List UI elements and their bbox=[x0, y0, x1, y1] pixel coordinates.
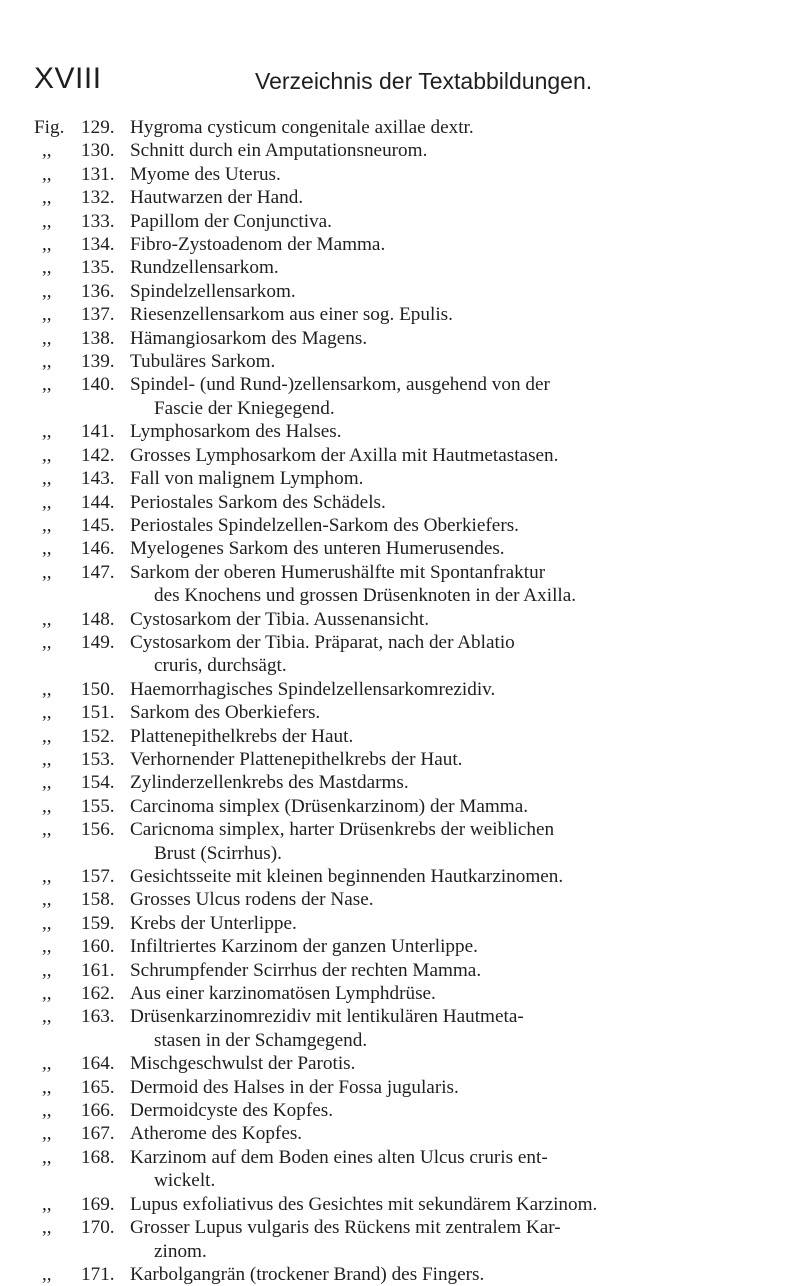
figure-number-cell bbox=[34, 888, 130, 911]
ditto-mark: ,, bbox=[42, 421, 52, 443]
figure-number: 166. bbox=[81, 1100, 115, 1122]
figure-number-cell bbox=[34, 1263, 130, 1286]
figure-number-cell bbox=[34, 865, 130, 888]
figure-entry bbox=[34, 163, 774, 186]
ditto-mark: ,, bbox=[42, 1100, 52, 1122]
figure-number-cell bbox=[34, 327, 130, 350]
figure-number-cell bbox=[34, 1076, 130, 1099]
ditto-mark: ,, bbox=[42, 983, 52, 1005]
figure-entry bbox=[34, 701, 774, 724]
ditto-mark: ,, bbox=[42, 631, 52, 653]
figure-entry bbox=[34, 491, 774, 514]
figure-number: 154. bbox=[81, 772, 115, 794]
figure-entry bbox=[34, 373, 774, 420]
page-number: XVIII bbox=[34, 62, 102, 95]
running-title: Verzeichnis der Textabbildungen. bbox=[255, 68, 593, 94]
figure-caption bbox=[130, 444, 774, 467]
caption-text: Myome des Uterus. bbox=[130, 163, 281, 185]
caption-text: Riesenzellensarkom aus einer sog. Epulis. bbox=[130, 304, 453, 326]
figure-entry bbox=[34, 959, 774, 982]
caption-text: Karbolgangrän (trockener Brand) des Fingers. bbox=[130, 1263, 485, 1285]
ditto-mark: ,, bbox=[42, 327, 52, 349]
figure-caption bbox=[130, 748, 774, 771]
figure-number-cell bbox=[34, 959, 130, 982]
figure-number-cell bbox=[34, 795, 130, 818]
figure-number-cell bbox=[34, 139, 130, 162]
figure-number-cell bbox=[34, 912, 130, 935]
ditto-mark: ,, bbox=[42, 374, 52, 396]
figure-caption bbox=[130, 795, 774, 818]
caption-text: Drüsenkarzinomrezidiv mit lentikulären Hautmeta- bbox=[130, 1006, 524, 1028]
figure-entry bbox=[34, 608, 774, 631]
figure-number: 164. bbox=[81, 1053, 115, 1075]
figure-number: 153. bbox=[81, 748, 115, 770]
figure-number: 140. bbox=[81, 374, 115, 396]
ditto-mark: ,, bbox=[42, 608, 52, 630]
ditto-mark: ,, bbox=[42, 304, 52, 326]
figure-number-cell bbox=[34, 1146, 130, 1193]
figure-entry bbox=[34, 795, 774, 818]
figure-number-cell bbox=[34, 280, 130, 303]
figure-number: 150. bbox=[81, 678, 115, 700]
figure-caption bbox=[130, 771, 774, 794]
figure-caption bbox=[130, 233, 774, 256]
figure-number: 170. bbox=[81, 1217, 115, 1239]
figure-entry bbox=[34, 256, 774, 279]
figure-caption bbox=[130, 888, 774, 911]
figure-number-cell bbox=[34, 210, 130, 233]
figure-number-cell bbox=[34, 116, 130, 139]
caption-text: Atherome des Kopfes. bbox=[130, 1123, 303, 1145]
ditto-mark: ,, bbox=[42, 444, 52, 466]
ditto-mark: ,, bbox=[42, 538, 52, 560]
ditto-mark: ,, bbox=[42, 163, 52, 185]
ditto-mark: ,, bbox=[42, 491, 52, 513]
caption-text: Papillom der Conjunctiva. bbox=[130, 210, 332, 232]
ditto-mark: ,, bbox=[42, 772, 52, 794]
figure-entry bbox=[34, 1076, 774, 1099]
caption-text: Grosser Lupus vulgaris des Rückens mit zentralem Kar- bbox=[130, 1217, 561, 1239]
figure-caption bbox=[130, 818, 774, 865]
caption-text: Infiltriertes Karzinom der ganzen Unterlippe. bbox=[130, 936, 478, 958]
figure-entry bbox=[34, 210, 774, 233]
figure-number-cell bbox=[34, 491, 130, 514]
figure-entry bbox=[34, 280, 774, 303]
figure-number-cell bbox=[34, 163, 130, 186]
caption-text: Mischgeschwulst der Parotis. bbox=[130, 1053, 356, 1075]
ditto-mark: ,, bbox=[42, 819, 52, 841]
caption-text: Rundzellensarkom. bbox=[130, 257, 279, 279]
figure-number-cell bbox=[34, 256, 130, 279]
figure-number: 152. bbox=[81, 725, 115, 747]
ditto-mark: ,, bbox=[42, 1146, 52, 1168]
caption-text: Schrumpfender Scirrhus der rechten Mamma. bbox=[130, 959, 482, 981]
figure-entry bbox=[34, 350, 774, 373]
figure-number-cell bbox=[34, 935, 130, 958]
ditto-mark: ,, bbox=[42, 468, 52, 490]
figure-number-cell bbox=[34, 1052, 130, 1075]
figure-number-cell bbox=[34, 1193, 130, 1216]
figure-number-cell bbox=[34, 725, 130, 748]
figure-caption bbox=[130, 678, 774, 701]
figure-caption bbox=[130, 725, 774, 748]
ditto-mark: ,, bbox=[42, 1076, 52, 1098]
ditto-mark: ,, bbox=[42, 1123, 52, 1145]
caption-text: Sarkom des Oberkiefers. bbox=[130, 702, 321, 724]
figure-entry bbox=[34, 935, 774, 958]
figure-number-cell bbox=[34, 818, 130, 865]
figure-number: 155. bbox=[81, 795, 115, 817]
figure-entry bbox=[34, 561, 774, 608]
ditto-mark: ,, bbox=[42, 280, 52, 302]
figure-caption bbox=[130, 1146, 774, 1193]
figure-number: 159. bbox=[81, 912, 115, 934]
figure-number-cell bbox=[34, 701, 130, 724]
figure-entry bbox=[34, 1005, 774, 1052]
figure-number-cell bbox=[34, 1216, 130, 1263]
figure-caption bbox=[130, 935, 774, 958]
caption-text: Periostales Spindelzellen-Sarkom des Oberkiefers. bbox=[130, 514, 519, 536]
caption-continuation: Fascie der Kniegegend. bbox=[154, 397, 335, 419]
ditto-mark: ,, bbox=[42, 959, 52, 981]
figure-caption bbox=[130, 1193, 774, 1216]
ditto-mark: ,, bbox=[42, 678, 52, 700]
caption-text: Grosses Ulcus rodens der Nase. bbox=[130, 889, 374, 911]
caption-text: Periostales Sarkom des Schädels. bbox=[130, 491, 386, 513]
figure-number: 147. bbox=[81, 561, 115, 583]
figure-entry bbox=[34, 678, 774, 701]
ditto-mark: ,, bbox=[42, 234, 52, 256]
figure-caption bbox=[130, 420, 774, 443]
figure-entry bbox=[34, 631, 774, 678]
caption-text: Schnitt durch ein Amputationsneurom. bbox=[130, 140, 428, 162]
caption-text: Cystosarkom der Tibia. Aussenansicht. bbox=[130, 608, 430, 630]
caption-text: Dermoid des Halses in der Fossa jugularis. bbox=[130, 1076, 459, 1098]
figure-number-cell bbox=[34, 1005, 130, 1052]
caption-text: Fibro-Zystoadenom der Mamma. bbox=[130, 234, 386, 256]
ditto-mark: ,, bbox=[42, 866, 52, 887]
figure-caption bbox=[130, 608, 774, 631]
figure-number: 136. bbox=[81, 280, 115, 302]
figure-number-cell bbox=[34, 514, 130, 537]
figure-number: 145. bbox=[81, 514, 115, 536]
figure-number: 131. bbox=[81, 163, 115, 185]
caption-text: Lupus exfoliativus des Gesichtes mit sekundärem Karzinom. bbox=[130, 1193, 598, 1215]
figure-caption bbox=[130, 912, 774, 935]
figure-number: 130. bbox=[81, 140, 115, 162]
figure-caption bbox=[130, 1005, 774, 1052]
figure-number-cell bbox=[34, 1099, 130, 1122]
caption-text: Hygroma cysticum congenitale axillae dextr. bbox=[130, 117, 474, 138]
figure-number: 133. bbox=[81, 210, 115, 232]
ditto-mark: ,, bbox=[42, 1217, 52, 1239]
figure-number-cell bbox=[34, 561, 130, 608]
caption-text: Lymphosarkom des Halses. bbox=[130, 421, 342, 443]
figure-number-cell bbox=[34, 420, 130, 443]
figure-number: 142. bbox=[81, 444, 115, 466]
figure-number: 138. bbox=[81, 327, 115, 349]
caption-text: Carcinoma simplex (Drüsenkarzinom) der Mamma. bbox=[130, 795, 529, 817]
caption-continuation: stasen in der Schamgegend. bbox=[154, 1029, 368, 1051]
figure-caption bbox=[130, 327, 774, 350]
figure-caption bbox=[130, 186, 774, 209]
figure-entry bbox=[34, 514, 774, 537]
figure-entry bbox=[34, 116, 774, 139]
page-header bbox=[34, 62, 774, 102]
caption-text: Spindel- (und Rund-)zellensarkom, ausgehend von der bbox=[130, 374, 550, 396]
figure-entry bbox=[34, 1216, 774, 1263]
figure-entry bbox=[34, 1263, 774, 1286]
figure-number-cell bbox=[34, 303, 130, 326]
figure-number-cell bbox=[34, 537, 130, 560]
figure-number-cell bbox=[34, 748, 130, 771]
figure-number-cell bbox=[34, 467, 130, 490]
ditto-mark: ,, bbox=[42, 795, 52, 817]
figure-number: 148. bbox=[81, 608, 115, 630]
figure-caption bbox=[130, 1122, 774, 1145]
figure-number: 132. bbox=[81, 187, 115, 209]
figure-entry bbox=[34, 1099, 774, 1122]
caption-text: Karzinom auf dem Boden eines alten Ulcus cruris ent- bbox=[130, 1146, 548, 1168]
figure-number: 168. bbox=[81, 1146, 115, 1168]
figure-number-cell bbox=[34, 1122, 130, 1145]
figure-number: 143. bbox=[81, 468, 115, 490]
figure-caption bbox=[130, 116, 774, 139]
figure-entry bbox=[34, 233, 774, 256]
figure-entry bbox=[34, 467, 774, 490]
figure-caption bbox=[130, 701, 774, 724]
figure-number: 157. bbox=[81, 866, 115, 887]
caption-text: Dermoidcyste des Kopfes. bbox=[130, 1100, 334, 1122]
ditto-mark: ,, bbox=[42, 725, 52, 747]
caption-text: Sarkom der oberen Humerushälfte mit Spontanfraktur bbox=[130, 561, 546, 583]
figure-number: 171. bbox=[81, 1263, 115, 1285]
caption-text: Krebs der Unterlippe. bbox=[130, 912, 297, 934]
figure-caption bbox=[130, 491, 774, 514]
figure-number-cell bbox=[34, 186, 130, 209]
figure-entry bbox=[34, 865, 774, 888]
caption-text: Cystosarkom der Tibia. Präparat, nach der Ablatio bbox=[130, 631, 515, 653]
figure-entry bbox=[34, 818, 774, 865]
caption-continuation: wickelt. bbox=[154, 1170, 216, 1192]
figure-caption bbox=[130, 303, 774, 326]
figure-number: 165. bbox=[81, 1076, 115, 1098]
ditto-mark: ,, bbox=[42, 1053, 52, 1075]
figure-caption bbox=[130, 514, 774, 537]
figure-entry bbox=[34, 327, 774, 350]
caption-text: Spindelzellensarkom. bbox=[130, 280, 296, 302]
ditto-mark: ,, bbox=[42, 1193, 52, 1215]
ditto-mark: ,, bbox=[42, 1006, 52, 1028]
figure-entry bbox=[34, 725, 774, 748]
figure-entry bbox=[34, 1193, 774, 1216]
caption-text: Myelogenes Sarkom des unteren Humerusendes. bbox=[130, 538, 505, 560]
figure-entry bbox=[34, 1146, 774, 1193]
figure-entry bbox=[34, 139, 774, 162]
ditto-mark: ,, bbox=[42, 561, 52, 583]
figure-number: 151. bbox=[81, 702, 115, 724]
figure-caption bbox=[130, 982, 774, 1005]
ditto-mark: ,, bbox=[42, 889, 52, 911]
figure-caption bbox=[130, 1076, 774, 1099]
figure-entry bbox=[34, 912, 774, 935]
ditto-mark: ,, bbox=[42, 912, 52, 934]
figure-caption bbox=[130, 631, 774, 678]
figure-number: 163. bbox=[81, 1006, 115, 1028]
caption-text: Hautwarzen der Hand. bbox=[130, 187, 304, 209]
figure-caption bbox=[130, 350, 774, 373]
caption-text: Hämangiosarkom des Magens. bbox=[130, 327, 368, 349]
figure-number-cell bbox=[34, 608, 130, 631]
figure-entry bbox=[34, 748, 774, 771]
caption-continuation: des Knochens und grossen Drüsenknoten in der Axilla. bbox=[154, 585, 577, 607]
figure-caption bbox=[130, 865, 774, 888]
figure-number-cell bbox=[34, 350, 130, 373]
figure-caption bbox=[130, 210, 774, 233]
figure-entry bbox=[34, 303, 774, 326]
caption-text: Plattenepithelkrebs der Haut. bbox=[130, 725, 354, 747]
figure-number: 169. bbox=[81, 1193, 115, 1215]
figure-prefix: Fig. bbox=[34, 117, 65, 138]
figure-number-cell bbox=[34, 233, 130, 256]
figure-caption bbox=[130, 280, 774, 303]
figure-list bbox=[34, 116, 774, 1286]
figure-caption bbox=[130, 256, 774, 279]
figure-caption bbox=[130, 1099, 774, 1122]
figure-caption bbox=[130, 959, 774, 982]
figure-number: 167. bbox=[81, 1123, 115, 1145]
figure-caption bbox=[130, 467, 774, 490]
figure-caption bbox=[130, 561, 774, 608]
ditto-mark: ,, bbox=[42, 257, 52, 279]
caption-text: Gesichtsseite mit kleinen beginnenden Hautkarzinomen. bbox=[130, 866, 564, 887]
figure-caption bbox=[130, 163, 774, 186]
figure-caption bbox=[130, 537, 774, 560]
figure-caption bbox=[130, 373, 774, 420]
caption-continuation: Brust (Scirrhus). bbox=[154, 842, 282, 864]
caption-text: Aus einer karzinomatösen Lymphdrüse. bbox=[130, 983, 436, 1005]
figure-number: 137. bbox=[81, 304, 115, 326]
figure-number-cell bbox=[34, 982, 130, 1005]
ditto-mark: ,, bbox=[42, 351, 52, 373]
figure-number-cell bbox=[34, 631, 130, 678]
figure-number: 139. bbox=[81, 351, 115, 373]
figure-entry bbox=[34, 888, 774, 911]
figure-caption bbox=[130, 1052, 774, 1075]
figure-entry bbox=[34, 771, 774, 794]
figure-number: 141. bbox=[81, 421, 115, 443]
ditto-mark: ,, bbox=[42, 702, 52, 724]
figure-number: 144. bbox=[81, 491, 115, 513]
figure-number-cell bbox=[34, 771, 130, 794]
caption-text: Zylinderzellenkrebs des Mastdarms. bbox=[130, 772, 409, 794]
ditto-mark: ,, bbox=[42, 140, 52, 162]
caption-text: Haemorrhagisches Spindelzellensarkomrezidiv. bbox=[130, 678, 496, 700]
figure-entry bbox=[34, 982, 774, 1005]
figure-caption bbox=[130, 1216, 774, 1263]
figure-number: 162. bbox=[81, 983, 115, 1005]
figure-caption bbox=[130, 139, 774, 162]
figure-entry bbox=[34, 420, 774, 443]
figure-number: 161. bbox=[81, 959, 115, 981]
caption-text: Fall von malignem Lymphom. bbox=[130, 468, 364, 490]
caption-continuation: zinom. bbox=[154, 1240, 207, 1262]
figure-number: 134. bbox=[81, 234, 115, 256]
ditto-mark: ,, bbox=[42, 1263, 52, 1285]
figure-entry bbox=[34, 1052, 774, 1075]
ditto-mark: ,, bbox=[42, 187, 52, 209]
figure-number: 160. bbox=[81, 936, 115, 958]
caption-text: Verhornender Plattenepithelkrebs der Haut. bbox=[130, 748, 463, 770]
figure-entry bbox=[34, 1122, 774, 1145]
figure-number: 156. bbox=[81, 819, 115, 841]
figure-number-cell bbox=[34, 678, 130, 701]
ditto-mark: ,, bbox=[42, 748, 52, 770]
caption-text: Grosses Lymphosarkom der Axilla mit Hautmetastasen. bbox=[130, 444, 559, 466]
figure-number: 146. bbox=[81, 538, 115, 560]
caption-continuation: cruris, durchsägt. bbox=[154, 655, 287, 677]
figure-number-cell bbox=[34, 373, 130, 420]
caption-text: Tubuläres Sarkom. bbox=[130, 351, 276, 373]
figure-caption bbox=[130, 1263, 774, 1286]
figure-number-cell bbox=[34, 444, 130, 467]
figure-entry bbox=[34, 537, 774, 560]
ditto-mark: ,, bbox=[42, 514, 52, 536]
ditto-mark: ,, bbox=[42, 936, 52, 958]
figure-entry bbox=[34, 186, 774, 209]
figure-entry bbox=[34, 444, 774, 467]
figure-number: 158. bbox=[81, 889, 115, 911]
figure-number: 149. bbox=[81, 631, 115, 653]
caption-text: Caricnoma simplex, harter Drüsenkrebs der weiblichen bbox=[130, 819, 555, 841]
ditto-mark: ,, bbox=[42, 210, 52, 232]
figure-number: 129. bbox=[81, 117, 115, 138]
figure-number: 135. bbox=[81, 257, 115, 279]
